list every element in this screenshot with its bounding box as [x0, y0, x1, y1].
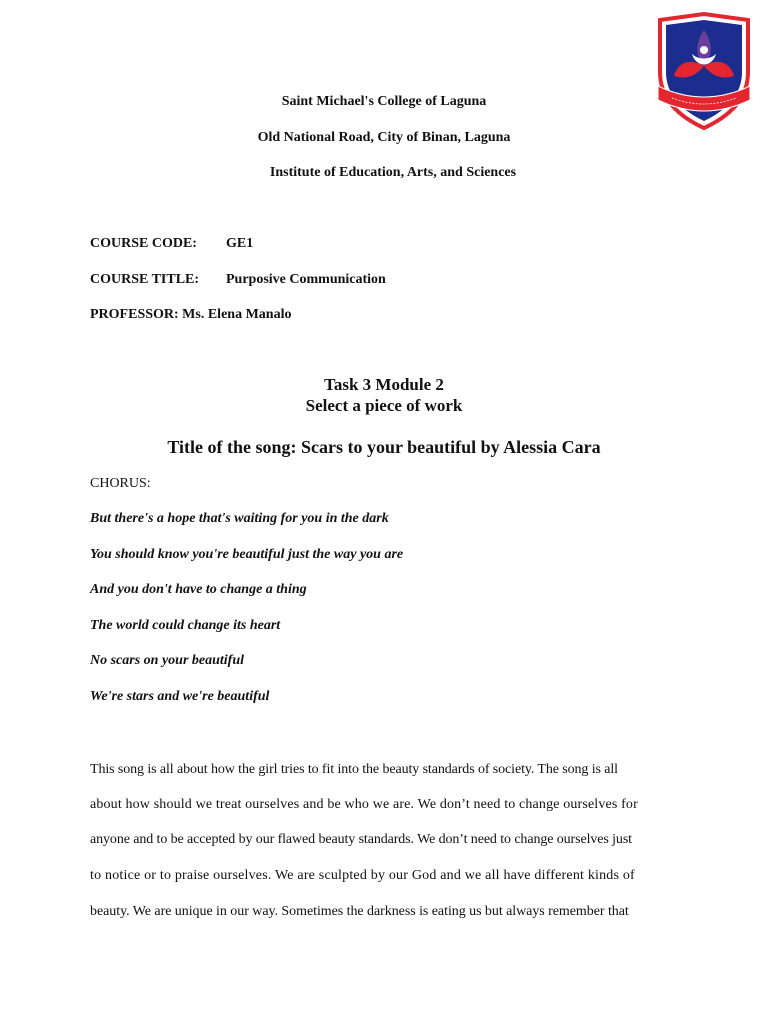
lyric-line: The world could change its heart	[90, 618, 281, 633]
course-title-label: COURSE TITLE:	[90, 272, 200, 287]
lyric-line: But there's a hope that's waiting for you in the dark	[90, 511, 389, 526]
college-seal-logo	[652, 10, 756, 132]
college-name: Saint Michael's College of Laguna	[281, 94, 487, 109]
lyric-line: We're stars and we're beautiful	[90, 689, 270, 704]
chorus-label: CHORUS:	[90, 476, 151, 491]
song-title: Title of the song: Scars to your beautiful by Alessia Cara	[167, 437, 601, 457]
task-subheading: Select a piece of work	[305, 396, 463, 415]
lyric-line: You should know you're beautiful just the way you are	[90, 547, 404, 562]
paragraph-line: This song is all about how the girl tries to fit into the beauty standards of society. The song is all	[90, 762, 618, 777]
professor-line: PROFESSOR: Ms. Elena Manalo	[90, 307, 292, 322]
task-heading: Task 3 Module 2	[324, 375, 444, 394]
institute-name: Institute of Education, Arts, and Sciences	[269, 165, 517, 180]
course-title-value: Purposive Communication	[226, 272, 386, 287]
college-address: Old National Road, City of Binan, Laguna	[257, 130, 511, 145]
paragraph-line: about how should we treat ourselves and be who we are. We don’t need to change ourselves for	[90, 797, 638, 812]
paragraph-line: beauty. We are unique in our way. Sometimes the darkness is eating us but always remember that	[90, 904, 629, 919]
course-code-row	[90, 236, 254, 252]
course-title-row	[90, 272, 386, 288]
course-code-label: COURSE CODE:	[90, 236, 197, 251]
lyric-line: No scars on your beautiful	[90, 653, 245, 668]
paragraph-line: to notice or to praise ourselves. We are sculpted by our God and we all have different kinds of	[90, 868, 635, 883]
paragraph-line: anyone and to be accepted by our flawed beauty standards. We don’t need to change ourselves just	[90, 832, 632, 847]
course-code-value: GE1	[226, 236, 254, 251]
lyric-line: And you don't have to change a thing	[90, 582, 307, 597]
